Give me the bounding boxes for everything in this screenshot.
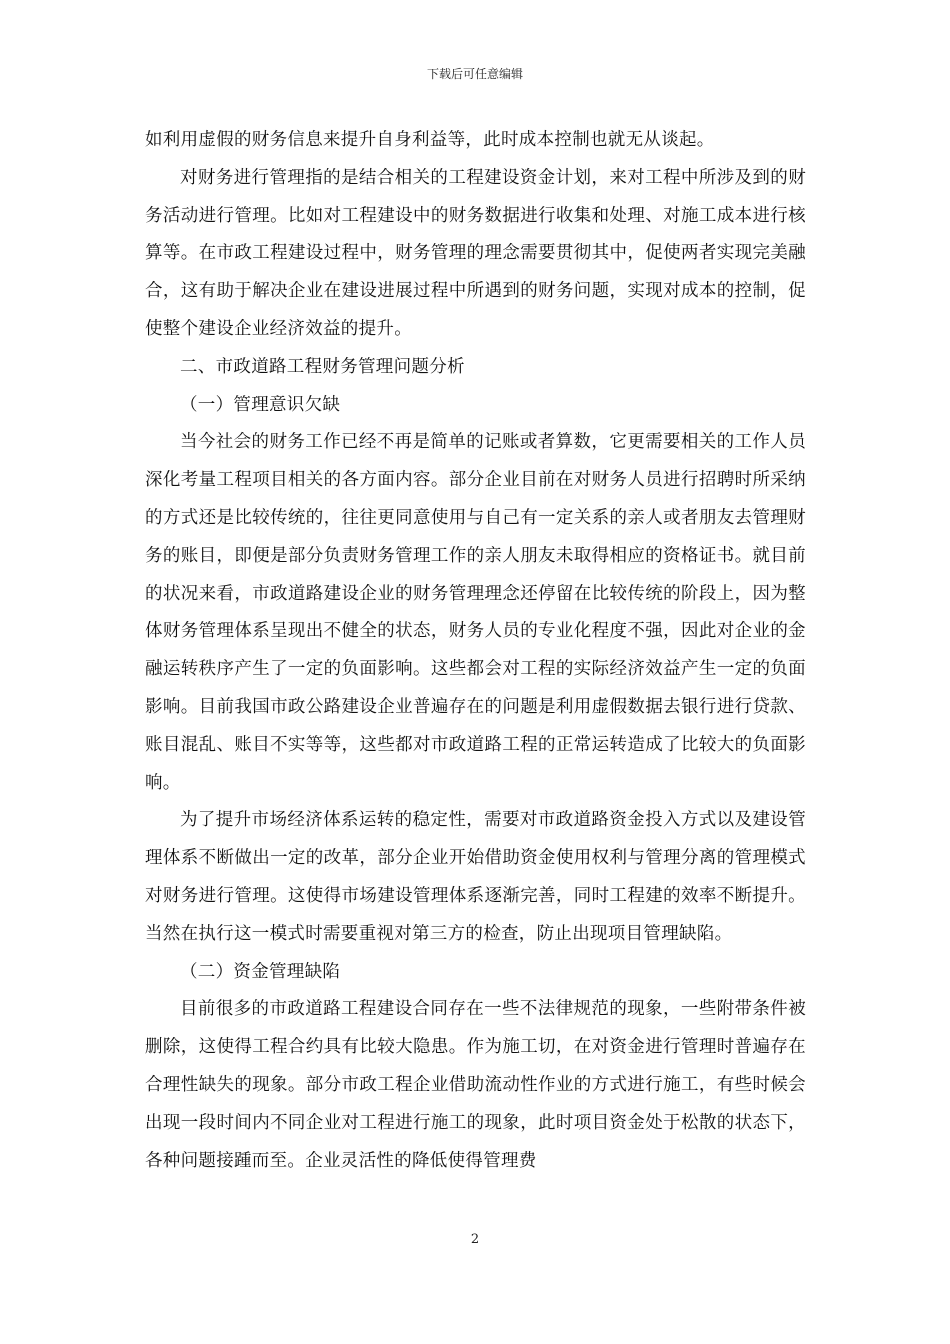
- paragraph-continued: 如利用虚假的财务信息来提升自身利益等，此时成本控制也就无从谈起。: [145, 130, 715, 150]
- paragraph-reform: 为了提升市场经济体系运转的稳定性，需要对市政道路资金投入方式以及建设管理体系不断做出一定的改革，部分企业开始借助资金使用权利与管理分离的管理模式对财务进行管理。这使得市场建设管理体系逐渐完善，同时工程建的效率不断提升。当然在执行这一模式时需要重视对第三方的检查，防止出现项目管理缺陷。: [145, 810, 806, 944]
- section-heading-2: 二、市政道路工程财务管理问题分析: [180, 356, 465, 377]
- paragraph-financial-management: 对财务进行管理指的是结合相关的工程建设资金计划，来对工程中所涉及到的财务活动进行管理。比如对工程建设中的财务数据进行收集和处理、对施工成本进行核算等。在市政工程建设过程中，财务管理的理念需要贯彻其中，促使两者实现完美融合，这有助于解决企业在建设进展过程中所遇到的财务问题，实现对成本的控制，促使整个建设企业经济效益的提升。: [145, 167, 806, 339]
- document-body: [145, 122, 806, 1180]
- subsection-heading-2: （二）资金管理缺陷: [180, 961, 341, 982]
- page-header: 下载后可任意编辑: [426, 67, 523, 81]
- paragraph-fund-management: 目前很多的市政道路工程建设合同存在一些不法律规范的现象，一些附带条件被删除，这使得工程合约具有比较大隐患。作为施工切，在对资金进行管理时普遍存在合理性缺失的现象。部分市政工程企业借助流动性作业的方式进行施工，有些时候会出现一段时间内不同企业对工程进行施工的现象，此时项目资金处于松散的状态下，各种问题接踵而至。企业灵活性的降低使得管理费: [145, 999, 806, 1171]
- page-number: 2: [470, 1232, 480, 1247]
- paragraph-management-awareness: 当今社会的财务工作已经不再是简单的记账或者算数，它更需要相关的工作人员深化考量工程项目相关的各方面内容。部分企业目前在对财务人员进行招聘时所采纳的方式还是比较传统的，往往更同意使用与自己有一定关系的亲人或者朋友去管理财务的账目，即便是部分负责财务管理工作的亲人朋友未取得相应的资格证书。就目前的状况来看，市政道路建设企业的财务管理理念还停留在比较传统的阶段上，因为整体财务管理体系呈现出不健全的状态，财务人员的专业化程度不强，因此对企业的金融运转秩序产生了一定的负面影响。这些都会对工程的实际经济效益产生一定的负面影响。目前我国市政公路建设企业普遍存在的问题是利用虚假数据去银行进行贷款、账目混乱、账目不实等等，这些都对市政道路工程的正常运转造成了比较大的负面影响。: [145, 432, 806, 793]
- subsection-heading-1: （一）管理意识欠缺: [180, 394, 341, 415]
